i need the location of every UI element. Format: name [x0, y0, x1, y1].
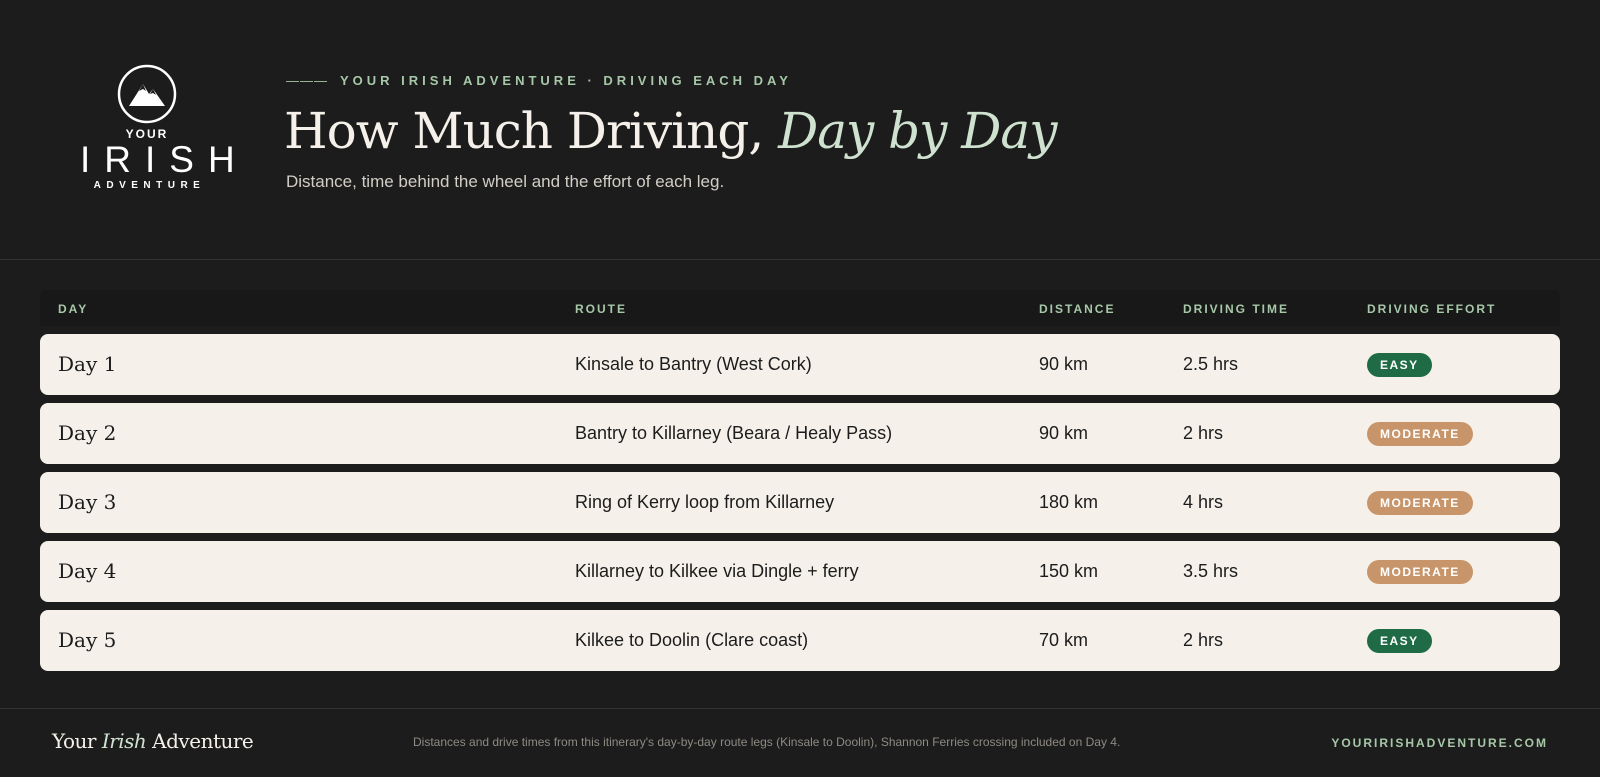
mountain-icon: [117, 64, 177, 124]
route-cell: Killarney to Kilkee via Dingle + ferry: [575, 561, 859, 581]
day-cell: Day 5: [58, 628, 117, 652]
page-header: [0, 0, 1600, 260]
column-header-driving-time: DRIVING TIME: [1183, 302, 1290, 316]
column-header-distance: DISTANCE: [1039, 302, 1116, 316]
page-title-main: How Much Driving,: [284, 102, 779, 160]
table-row: [40, 541, 1560, 602]
route-cell: Ring of Kerry loop from Killarney: [575, 492, 835, 512]
column-header-route: ROUTE: [575, 302, 627, 316]
logo-text-adventure: ADVENTURE: [93, 180, 206, 191]
effort-badge: MODERATE: [1367, 491, 1473, 515]
footer-brand-italic: Irish: [101, 729, 147, 753]
driving-time-cell: 2 hrs: [1183, 630, 1224, 650]
day-cell: Day 2: [58, 421, 117, 445]
table-row: [40, 403, 1560, 464]
route-cell: Kinsale to Bantry (West Cork): [575, 354, 812, 374]
eyebrow-dash: ———: [286, 73, 328, 88]
distance-cell: 90 km: [1039, 423, 1089, 443]
column-header-day: DAY: [58, 302, 89, 316]
distance-cell: 90 km: [1039, 354, 1089, 374]
effort-badge: EASY: [1367, 353, 1432, 377]
page-subtitle: Distance, time behind the wheel and the effort of each leg.: [286, 172, 725, 191]
effort-badge: MODERATE: [1367, 560, 1473, 584]
brand-logo[interactable]: [66, 64, 249, 193]
logo-text-your: YOUR: [125, 127, 169, 141]
day-cell: Day 4: [58, 559, 117, 583]
footer-source-note: Distances and drive times from this itinerary's day-by-day route legs (Kinsale to Doolin), Shannon Ferries crossing included on Day 4.: [413, 735, 1121, 749]
route-cell: Kilkee to Doolin (Clare coast): [575, 630, 809, 650]
driving-time-cell: 2.5 hrs: [1183, 354, 1239, 374]
logo-text-irish: IRISH: [80, 139, 249, 180]
table-row: [40, 610, 1560, 671]
effort-badge: EASY: [1367, 629, 1432, 653]
page-footer: [0, 708, 1600, 777]
website-link[interactable]: YOURIRISHADVENTURE.COM: [1331, 736, 1548, 750]
table-header: [40, 290, 1560, 326]
footer-brand[interactable]: [52, 729, 253, 753]
driving-time-cell: 4 hrs: [1183, 492, 1224, 512]
route-cell: Bantry to Killarney (Beara / Healy Pass): [575, 423, 893, 443]
day-cell: Day 3: [58, 490, 117, 514]
driving-time-cell: 3.5 hrs: [1183, 561, 1239, 581]
page-title: [284, 96, 1056, 166]
driving-table: [40, 290, 1560, 671]
distance-cell: 70 km: [1039, 630, 1089, 650]
driving-time-cell: 2 hrs: [1183, 423, 1224, 443]
page-title-italic: Day by Day: [778, 102, 1057, 160]
distance-cell: 150 km: [1039, 561, 1099, 581]
footer-brand-pre: Your: [52, 729, 102, 753]
table-row: [40, 334, 1560, 395]
distance-cell: 180 km: [1039, 492, 1099, 512]
eyebrow-text: YOUR IRISH ADVENTURE · DRIVING EACH DAY: [340, 73, 792, 88]
footer-brand-post: Adventure: [146, 729, 254, 753]
eyebrow-label: [286, 73, 792, 88]
column-header-driving-effort: DRIVING EFFORT: [1367, 302, 1497, 316]
day-cell: Day 1: [58, 352, 117, 376]
table-row: [40, 472, 1560, 533]
effort-badge: MODERATE: [1367, 422, 1473, 446]
